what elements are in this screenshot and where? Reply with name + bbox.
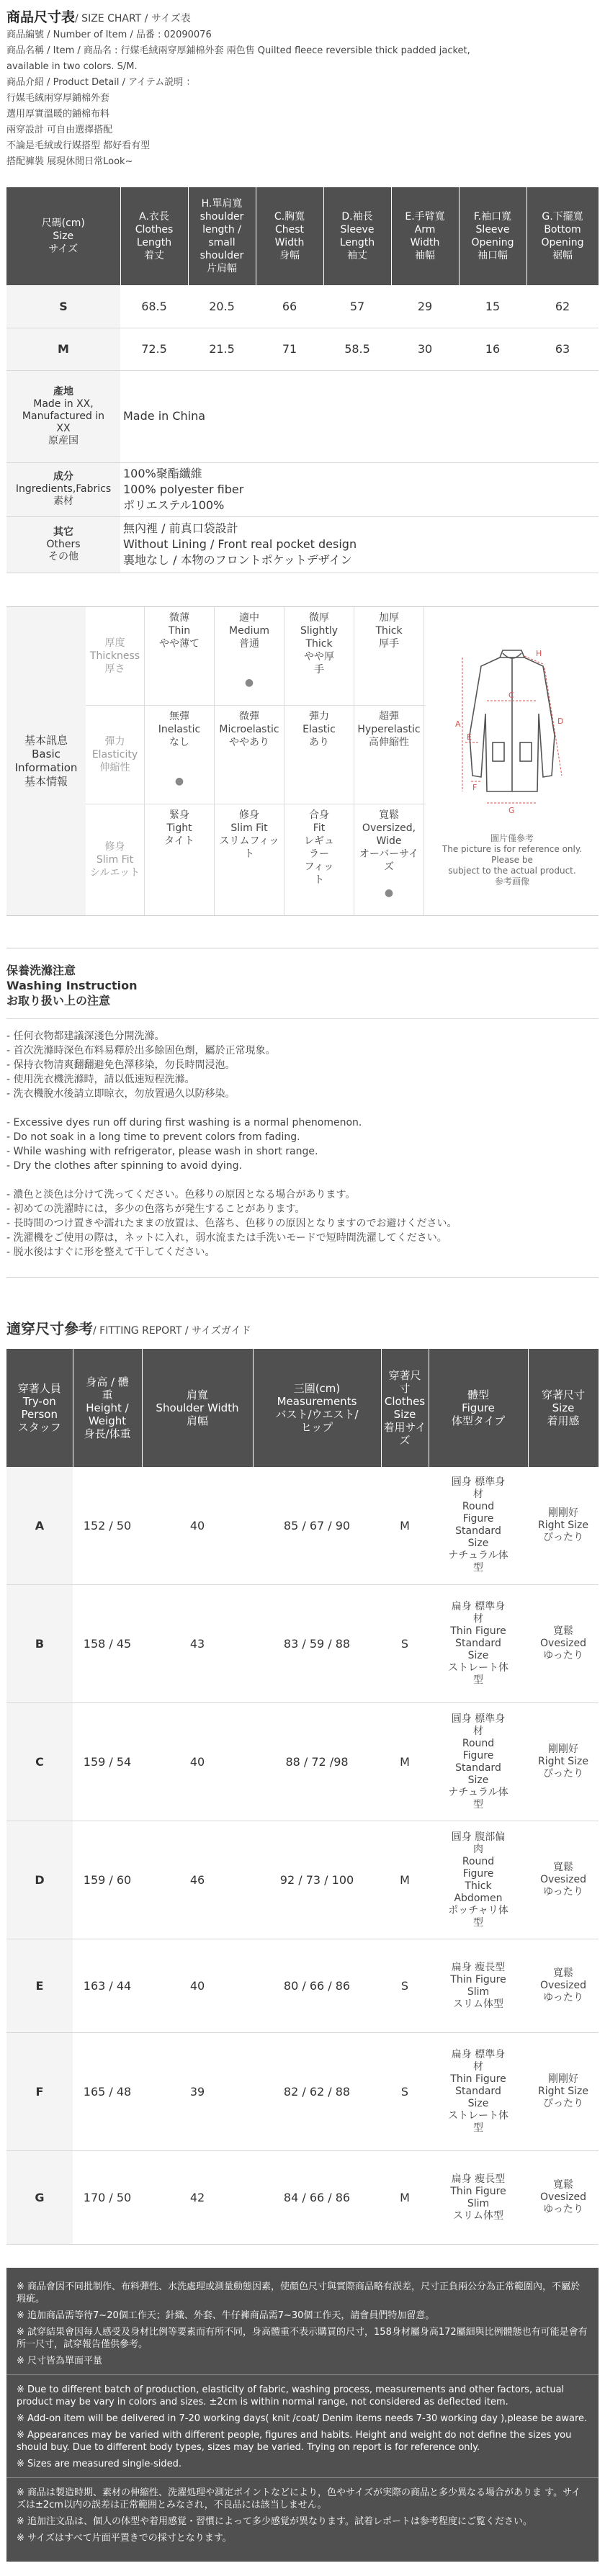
slimfit-row (86, 804, 426, 915)
product-detail-line: 搭配褲裝 展現休閒日常Look~ (6, 156, 133, 167)
product-detail-line: 兩穿設計 可自由選擇搭配 (6, 125, 113, 135)
fit-figure: 圓身 標準身 材 Round Figure Standard Size ナチュラル体 型 (429, 1703, 528, 1821)
product-detail-heading: 商品介紹 / Product Detail / アイテム説明 ： (6, 77, 196, 88)
notice-ja: ※ 追加注文品は、個人の体型や着用感覚・習慣によって多少感覚が異なります。試着レポートは参考程度にご覧ください。 (17, 2516, 532, 2527)
elasticity-option-hyper: 超彈 Hyperelastic 高伸縮性 (354, 706, 424, 804)
jacket-measurement-diagram (436, 634, 588, 829)
material-label: 成分 Ingredients,Fabrics 素材 (6, 462, 120, 516)
fit-height-weight: 158 / 45 (73, 1585, 142, 1703)
col-header-length: A.衣長 Clothes Length 着丈 (120, 187, 188, 285)
fit-size: S (381, 1939, 429, 2033)
fit-option-slim: 修身 Slim Fit スリムフィッ ト (215, 804, 284, 915)
wash-line-ja: - 初めての洗濯時には，多少の色落ちが発生することがあります。 (6, 1203, 305, 1215)
product-detail-line: 不論是毛絨或行媒搭型 都好看有型 (6, 140, 151, 151)
fit-measurements: 82 / 62 / 88 (253, 2033, 381, 2151)
notice-zh: ※ 追加商品需等待7~20個工作天；針織、外套、牛仔褲商品需7~30個工作天，請會員們特加留意。 (17, 2310, 435, 2321)
product-name: 商品名稱 / Item / 商品名 : 行媒毛絨兩穿厚鋪棉外套 兩色售 Quilted fleece reversible thick padded jacket, (6, 45, 470, 56)
diagram-letter-e: E (467, 732, 472, 742)
size-value: 30 (391, 328, 459, 370)
material-value: 100%聚酯纖維 100% polyester fiber ポリエステル100% (120, 462, 599, 516)
fit-option-regular: 合身 Fit レギュ ラー フィッ ト (284, 804, 354, 915)
fit-col-shoulder: 肩寬 Shoulder Width 肩幅 (142, 1349, 253, 1467)
fit-shoulder: 42 (142, 2151, 253, 2245)
fit-person: D (6, 1821, 73, 1939)
fit-shoulder: 46 (142, 1821, 253, 1939)
elasticity-row (86, 706, 426, 804)
wash-line-zh: - 保持衣物清爽翻翻避免色澤移染，勿長時間浸泡。 (6, 1059, 236, 1071)
size-value: 66 (256, 285, 323, 328)
notice-en: ※ Appearances may be varied with different people, figures and habits. Height and weight do not define the sizes you should buy. Due to different body types, sizes may be varied. Trying on report is for reference only. (17, 2430, 572, 2453)
col-header-chest: C.胸寬 Chest Width 身幅 (256, 187, 323, 285)
wash-line-ja: - 洗濯機をご使用の際は，ネットに入れ，弱水流または手洗いモードで短時間洗濯してください。 (6, 1231, 447, 1244)
fit-feel: 寬鬆 Ovesized ゆったり (528, 1585, 599, 1703)
notice-ja: ※ サイズはすべて片面平置きでの採寸となります。 (17, 2533, 232, 2544)
fabric-grid (86, 607, 426, 915)
fit-person: E (6, 1939, 73, 2033)
slimfit-label: 修身 Slim Fit シルエット (86, 804, 145, 915)
fit-height-weight: 159 / 54 (73, 1703, 142, 1821)
fit-shoulder: 40 (142, 1939, 253, 2033)
notice-en: ※ Sizes are measured single-sided. (17, 2459, 182, 2469)
size-value: 72.5 (120, 328, 188, 370)
size-chart-title: 商品尺寸表/ SIZE CHART / サイズ表 (6, 9, 191, 25)
diagram-letter-f: F (472, 783, 478, 792)
fit-feel: 寬鬆 Ovesized ゆったり (528, 1939, 599, 2033)
fit-figure: 扁身 瘦長型 Thin Figure Slim スリム体型 (429, 2151, 528, 2245)
fit-size: S (381, 1585, 429, 1703)
thickness-label: 厚度 Thickness 厚さ (86, 607, 145, 705)
fit-height-weight: 163 / 44 (73, 1939, 142, 2033)
origin-row (6, 370, 599, 462)
notice-ja: ※ 商品は製造時期、素材の伸縮性、洗濯処理や測定ポイントなどにより，色やサイズが実際の商品と多少異なる場合がありま す。サイズは±2cm以内の誤差は正常範囲とみなされ，不良品には該当しません。 (17, 2487, 581, 2510)
size-value: 57 (323, 285, 391, 328)
fit-size: M (381, 1703, 429, 1821)
fit-person: F (6, 2033, 73, 2151)
origin-value: Made in China (120, 370, 599, 462)
product-detail-line: 行媒毛絨兩穿厚鋪棉外套 (6, 93, 110, 104)
fit-shoulder: 40 (142, 1703, 253, 1821)
washing-body (6, 1019, 599, 1277)
product-info-lines (6, 27, 599, 170)
col-header-bottom-opening: G.下擺寬 Bottom Opening 裾幅 (526, 187, 599, 285)
fit-feel: 寬鬆 Ovesized ゆったり (528, 2151, 599, 2245)
fit-row-g (6, 2151, 599, 2245)
size-label: M (6, 328, 120, 370)
selected-dot: ● (174, 775, 184, 787)
notice-zh: ※ 商品會因不同批制作、布料彈性、水洗處理或測量動態因素，使顏色尺寸與實際商品略有誤差，尺寸正負兩公分為正常範圍內，不屬於瑕疵。 (17, 2281, 581, 2305)
size-value: 71 (256, 328, 323, 370)
size-value: 20.5 (188, 285, 256, 328)
fit-option-oversized: 寬鬆 Oversized, Wide オーバーサイ ズ ● (354, 804, 424, 915)
fit-measurements: 83 / 59 / 88 (253, 1585, 381, 1703)
fit-measurements: 92 / 73 / 100 (253, 1821, 381, 1939)
fit-col-height-weight: 身高 / 體 重 Height / Weight 身長/体重 (73, 1349, 142, 1467)
col-header-sleeve-opening: F.袖口寬 Sleeve Opening 袖口幅 (459, 187, 526, 285)
notice-zh: ※ 試穿結果會因每人感受及身材比例等要素而有所不同，身高體重不表示購買的尺寸，158身材屬身高172屬細與比例體態也有可能是會有所一尺寸，試穿報告僅供參考。 (17, 2327, 588, 2350)
size-chart-table (6, 187, 599, 573)
fit-col-figure: 體型 Figure 体型タイプ (429, 1349, 528, 1467)
garment-diagram (426, 607, 599, 915)
size-value: 16 (459, 328, 526, 370)
fit-figure: 扁身 標準身 材 Thin Figure Standard Size ストレート体 型 (429, 1585, 528, 1703)
diagram-letter-h: H (536, 649, 542, 658)
fit-size: M (381, 1467, 429, 1585)
fit-size: M (381, 2151, 429, 2245)
diagram-letter-c: C (508, 691, 514, 700)
thickness-option-medium: 適中 Medium 普通 ● (215, 607, 284, 705)
fit-row-f (6, 2033, 599, 2151)
notice-divider (6, 2477, 599, 2478)
other-row (6, 516, 599, 573)
size-value: 63 (526, 328, 599, 370)
size-value: 62 (526, 285, 599, 328)
fit-measurements: 80 / 66 / 86 (253, 1939, 381, 2033)
size-value: 15 (459, 285, 526, 328)
fit-col-fit: 穿著尺寸 Size 着用感 (528, 1349, 599, 1467)
fit-feel: 寬鬆 Ovesized ゆったり (528, 1821, 599, 1939)
fit-size: S (381, 2033, 429, 2151)
col-header-sleeve-length: D.袖長 Sleeve Length 袖丈 (323, 187, 391, 285)
wash-line-ja: - 脱水後はすぐに形を整えて干してください。 (6, 1246, 215, 1258)
notice-zh: ※ 尺寸皆為單面平量 (17, 2356, 103, 2366)
notice-en: ※ Add-on item will be delivered in 7-20 working days( knit /coat/ Denim items needs 7-30 working day ),please be aware. (17, 2413, 588, 2424)
thickness-option-thin: 微薄 Thin やや薄て (145, 607, 215, 705)
wash-line-zh: - 任何衣物都建議深淺色分開洗滌。 (6, 1030, 165, 1042)
fit-option-tight: 緊身 Tight タイト (145, 804, 215, 915)
material-row (6, 462, 599, 516)
col-header-shoulder: H.單肩寬 shoulder length / small shoulder 片肩幅 (188, 187, 256, 285)
product-name-cont: available in two colors. S/M. (6, 61, 138, 72)
other-label: 其它 Others その他 (6, 516, 120, 573)
wash-line-zh: - 使用洗衣機洗滌時，請以低速短程洗滌。 (6, 1073, 195, 1085)
size-row-s (6, 285, 599, 328)
fit-person: A (6, 1467, 73, 1585)
product-header (6, 0, 599, 170)
size-value: 68.5 (120, 285, 188, 328)
basic-information-label: 基本訊息 Basic Information 基本情報 (6, 607, 86, 915)
thickness-option-slightly-thick: 微厚 Slightly Thick やや厚 手 (284, 607, 354, 705)
diagram-caption: 圖片僅參考 The picture is for reference only. Please be subject to the actual product. 参考画像 (442, 833, 583, 887)
origin-label: 產地 Made in XX, Manufactured in XX 原産国 (6, 370, 120, 462)
wash-line-ja: - 長時間のつけ置きや濡れたままの放置は、色落ち、色移りの原因となりますのでお避けください。 (6, 1217, 457, 1229)
fit-size: M (381, 1821, 429, 1939)
fit-col-size: 穿著尺 寸 Clothes Size 着用サイ ズ (381, 1349, 429, 1467)
notice-divider (6, 2374, 599, 2375)
other-value: 無內裡 / 前真口袋設計 Without Lining / Front real pocket design 裏地なし / 本物のフロントポケットデザイン (120, 516, 599, 573)
fit-height-weight: 152 / 50 (73, 1467, 142, 1585)
wash-line-ja: - 濃色と淡色は分けて洗ってください。色移りの原因となる場合があります。 (6, 1188, 356, 1201)
product-number: 商品編號 / Number of Item / 品番 : 02090076 (6, 30, 212, 40)
fitting-report-title: 適穿尺寸參考/ FITTING REPORT / サイズガイド (6, 1319, 251, 1337)
wash-line-en: - While washing with refrigerator, please wash in short range. (6, 1145, 318, 1157)
diagram-letter-g: G (508, 806, 515, 815)
fit-measurements: 88 / 72 /98 (253, 1703, 381, 1821)
wash-line-en: - Do not soak in a long time to prevent colors from fading. (6, 1131, 300, 1143)
fit-row-b (6, 1585, 599, 1703)
fitting-report-table (6, 1349, 599, 2245)
fit-row-d (6, 1821, 599, 1939)
elasticity-option-micro: 微彈 Microelastic ややあり (215, 706, 284, 804)
diagram-letter-d: D (557, 717, 564, 726)
fit-row-e (6, 1939, 599, 2033)
notice-box (6, 2268, 599, 2562)
elasticity-option-inelastic: 無彈 Inelastic なし ● (145, 706, 215, 804)
notice-en: ※ Due to different batch of production, elasticity of fabric, washing process, measurements and other factors, actual product may be vary in colors and sizes. ±2cm is within normal range, not considered as deflected item. (17, 2384, 565, 2407)
wash-line-zh: - 洗衣機脫水後請立即晾衣，勿放置過久以防移染。 (6, 1087, 236, 1100)
fit-col-person: 穿著人員 Try-on Person スタッフ (6, 1349, 73, 1467)
elasticity-label: 彈力 Elasticity 伸縮性 (86, 706, 145, 804)
fit-feel: 剛剛好 Right Size ぴったり (528, 2033, 599, 2151)
fit-shoulder: 39 (142, 2033, 253, 2151)
fit-row-c (6, 1703, 599, 1821)
size-row-m (6, 328, 599, 370)
thickness-row (86, 607, 426, 706)
size-label: S (6, 285, 120, 328)
selected-dot: ● (244, 676, 254, 688)
size-corner-header: 尺碼(cm) Size サイズ (6, 187, 120, 285)
fit-measurements: 85 / 67 / 90 (253, 1467, 381, 1585)
fit-feel: 剛剛好 Right Size ぴったり (528, 1703, 599, 1821)
wash-line-en: - Dry the clothes after spinning to avoid dying. (6, 1159, 242, 1172)
fit-col-measurements: 三圍(cm) Measurements バスト/ウエスト/ ヒップ (253, 1349, 381, 1467)
fit-height-weight: 170 / 50 (73, 2151, 142, 2245)
washing-instructions (6, 948, 599, 1278)
wash-line-zh: - 首次洗滌時深色布料易釋於出多餘固色劑，屬於正常現象。 (6, 1044, 276, 1056)
fit-height-weight: 159 / 60 (73, 1821, 142, 1939)
fit-figure: 圓身 標準身 材 Round Figure Standard Size ナチュラル体 型 (429, 1467, 528, 1585)
basic-information (6, 606, 599, 916)
size-value: 21.5 (188, 328, 256, 370)
diagram-letter-a: A (455, 719, 461, 729)
fit-person: G (6, 2151, 73, 2245)
wash-line-en: - Excessive dyes run off during first washing is a normal phenomenon. (6, 1116, 362, 1128)
fit-figure: 扁身 標準身 材 Thin Figure Standard Size ストレート体 型 (429, 2033, 528, 2151)
col-header-arm-width: E.手臂寬 Arm Width 袖幅 (391, 187, 459, 285)
fit-measurements: 84 / 66 / 86 (253, 2151, 381, 2245)
fit-figure: 扁身 瘦長型 Thin Figure Slim スリム体型 (429, 1939, 528, 2033)
fit-header-row (6, 1349, 599, 1467)
washing-heading: 保養洗滌注意 Washing Instruction お取り扱い上の注意 (6, 948, 599, 1019)
fit-height-weight: 165 / 48 (73, 2033, 142, 2151)
size-value: 29 (391, 285, 459, 328)
fit-feel: 剛剛好 Right Size ぴったり (528, 1467, 599, 1585)
size-chart-header-row (6, 187, 599, 285)
fit-row-a (6, 1467, 599, 1585)
elasticity-option-elastic: 彈力 Elastic あり (284, 706, 354, 804)
size-value: 58.5 (323, 328, 391, 370)
selected-dot: ● (384, 887, 394, 899)
fit-person: C (6, 1703, 73, 1821)
fit-shoulder: 43 (142, 1585, 253, 1703)
fit-shoulder: 40 (142, 1467, 253, 1585)
fit-person: B (6, 1585, 73, 1703)
thickness-option-thick: 加厚 Thick 厚手 (354, 607, 424, 705)
product-detail-line: 選用厚實溫暖的鋪棉布料 (6, 109, 110, 120)
fit-figure: 圓身 腹部偏 肉 Round Figure Thick Abdomen ポッチャリ体 型 (429, 1821, 528, 1939)
